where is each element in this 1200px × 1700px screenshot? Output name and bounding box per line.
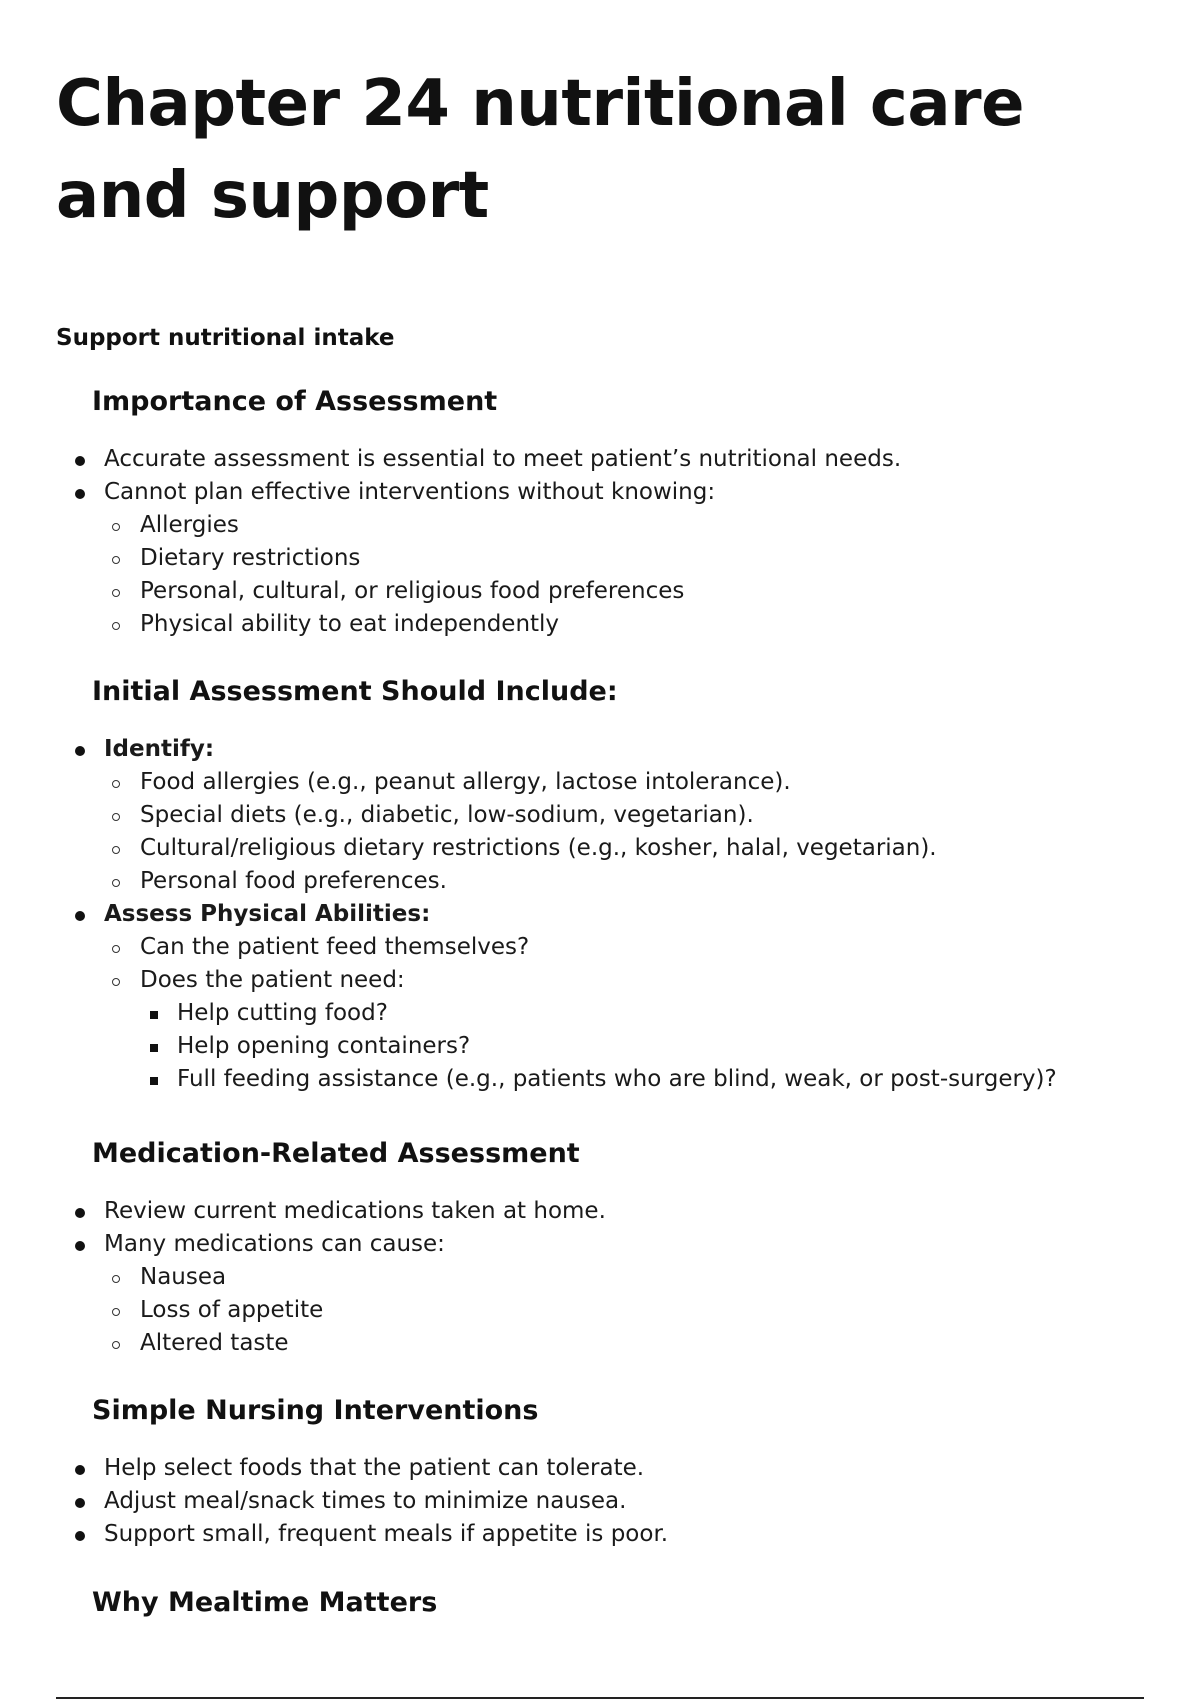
bullet-disc-icon <box>72 898 88 931</box>
sub-list-item: Allergies <box>0 509 1200 542</box>
bullet-disc-icon <box>72 476 88 509</box>
sub-list-item: Cultural/religious dietary restrictions (e.g., kosher, halal, vegetarian). <box>0 832 1200 865</box>
sub-list-item: Special diets (e.g., diabetic, low-sodium, vegetarian). <box>0 799 1200 832</box>
list-item: Support small, frequent meals if appetite is poor. <box>0 1518 1200 1551</box>
section-simple-nursing-interventions <box>0 1393 1200 1551</box>
bullet-circle-icon <box>108 509 124 542</box>
section-medication-assessment <box>0 1136 1200 1360</box>
bullet-circle-icon <box>108 1294 124 1327</box>
sub-list-item: Dietary restrictions <box>0 542 1200 575</box>
list-item: Review current medications taken at home. <box>0 1195 1200 1228</box>
bullet-circle-icon <box>108 931 124 964</box>
list-item: Cannot plan effective interventions without knowing: <box>0 476 1200 509</box>
bullet-list <box>0 1452 1200 1551</box>
section-heading: Medication-Related Assessment <box>92 1138 580 1169</box>
sub-list-item: Food allergies (e.g., peanut allergy, lactose intolerance). <box>0 766 1200 799</box>
bullet-circle-icon <box>108 964 124 997</box>
list-item: Help select foods that the patient can tolerate. <box>0 1452 1200 1485</box>
section-heading: Importance of Assessment <box>92 386 498 417</box>
sub-list-item: Physical ability to eat independently <box>0 608 1200 641</box>
bullet-circle-icon <box>108 575 124 608</box>
sub-list-item: Personal food preferences. <box>0 865 1200 898</box>
section-initial-assessment <box>0 674 1200 1096</box>
bullet-disc-icon <box>72 1518 88 1551</box>
bullet-circle-icon <box>108 542 124 575</box>
sub-list-item: Loss of appetite <box>0 1294 1200 1327</box>
bullet-disc-icon <box>72 443 88 476</box>
bullet-list <box>0 443 1200 641</box>
sub-sub-list-item: Help opening containers? <box>0 1030 1200 1063</box>
bullet-square-icon <box>146 1030 162 1063</box>
bullet-circle-icon <box>108 1327 124 1360</box>
bullet-circle-icon <box>108 1261 124 1294</box>
list-item: Assess Physical Abilities: <box>0 898 1200 931</box>
bullet-circle-icon <box>108 608 124 641</box>
sub-list-item: Can the patient feed themselves? <box>0 931 1200 964</box>
bullet-list <box>0 733 1200 1096</box>
bullet-disc-icon <box>72 1195 88 1228</box>
list-item: Accurate assessment is essential to meet patient’s nutritional needs. <box>0 443 1200 476</box>
bullet-circle-icon <box>108 766 124 799</box>
page-title: Chapter 24 nutritional care and support <box>56 67 1024 233</box>
bullet-disc-icon <box>72 733 88 766</box>
section-importance-of-assessment <box>0 384 1200 641</box>
sub-list-item: Nausea <box>0 1261 1200 1294</box>
bullet-disc-icon <box>72 1485 88 1518</box>
list-item: Adjust meal/snack times to minimize nausea. <box>0 1485 1200 1518</box>
section-heading: Simple Nursing Interventions <box>92 1395 539 1426</box>
sub-sub-list-item: Full feeding assistance (e.g., patients who are blind, weak, or post-surgery)? <box>0 1063 1200 1096</box>
list-item: Identify: <box>0 733 1200 766</box>
sub-list-item: Does the patient need: <box>0 964 1200 997</box>
bullet-circle-icon <box>108 799 124 832</box>
section-why-mealtime-matters <box>0 1585 1200 1621</box>
bullet-square-icon <box>146 997 162 1030</box>
section-heading: Why Mealtime Matters <box>92 1587 438 1618</box>
list-item: Many medications can cause: <box>0 1228 1200 1261</box>
sub-sub-list-item: Help cutting food? <box>0 997 1200 1030</box>
page-bottom-rule <box>56 1697 1144 1699</box>
sub-list-item: Personal, cultural, or religious food preferences <box>0 575 1200 608</box>
bullet-square-icon <box>146 1063 162 1096</box>
bullet-list <box>0 1195 1200 1360</box>
sub-list-item: Altered taste <box>0 1327 1200 1360</box>
bullet-disc-icon <box>72 1228 88 1261</box>
bullet-disc-icon <box>72 1452 88 1485</box>
bullet-circle-icon <box>108 865 124 898</box>
section-heading: Initial Assessment Should Include: <box>92 676 618 707</box>
subtitle: Support nutritional intake <box>56 325 395 351</box>
bullet-circle-icon <box>108 832 124 865</box>
